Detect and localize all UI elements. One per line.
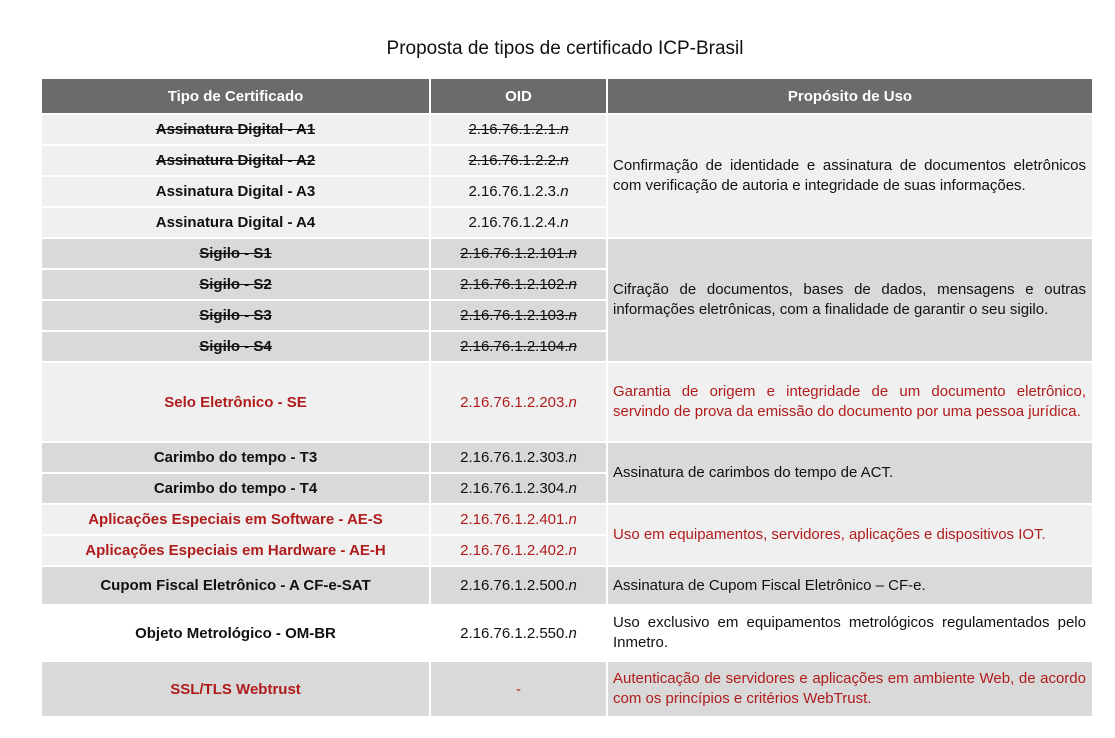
table-row xyxy=(41,114,1093,145)
cert-name: SSL/TLS Webtrust xyxy=(41,661,430,717)
cert-name: Aplicações Especiais em Hardware - AE-H xyxy=(41,535,430,566)
purpose-assinatura: Confirmação de identidade e assinatura de documentos eletrônicos com verificação de autoria e integridade de suas informações. xyxy=(607,114,1093,238)
cert-oid: 2.16.76.1.2.3.n xyxy=(430,176,607,207)
purpose-ssl: Autenticação de servidores e aplicações em ambiente Web, de acordo com os princípios e critérios WebTrust. xyxy=(607,661,1093,717)
cert-oid: 2.16.76.1.2.500.n xyxy=(430,566,607,605)
table-row xyxy=(41,661,1093,717)
cert-oid: 2.16.76.1.2.550.n xyxy=(430,605,607,661)
purpose-metrologico: Uso exclusivo em equipamentos metrológicos regulamentados pelo Inmetro. xyxy=(607,605,1093,661)
purpose-selo: Garantia de origem e integridade de um documento eletrônico, servindo de prova da emissão do documento por uma pessoa jurídica. xyxy=(607,362,1093,442)
cert-name: Carimbo do tempo - T3 xyxy=(41,442,430,473)
header-oid: OID xyxy=(430,78,607,114)
certificate-table xyxy=(40,77,1094,718)
cert-name: Selo Eletrônico - SE xyxy=(41,362,430,442)
purpose-carimbo: Assinatura de carimbos do tempo de ACT. xyxy=(607,442,1093,504)
table-header-row xyxy=(41,78,1093,114)
cert-oid: 2.16.76.1.2.2.n xyxy=(430,145,607,176)
cert-oid: 2.16.76.1.2.103.n xyxy=(430,300,607,331)
table-row xyxy=(41,238,1093,269)
cert-name: Cupom Fiscal Eletrônico - A CF-e-SAT xyxy=(41,566,430,605)
cert-oid: 2.16.76.1.2.203.n xyxy=(430,362,607,442)
cert-name: Assinatura Digital - A1 xyxy=(41,114,430,145)
cert-oid: 2.16.76.1.2.101.n xyxy=(430,238,607,269)
cert-oid: 2.16.76.1.2.102.n xyxy=(430,269,607,300)
header-proposito: Propósito de Uso xyxy=(607,78,1093,114)
cert-oid: - xyxy=(430,661,607,717)
cert-name: Sigilo - S2 xyxy=(41,269,430,300)
table-row xyxy=(41,605,1093,661)
cert-oid: 2.16.76.1.2.104.n xyxy=(430,331,607,362)
cert-name: Aplicações Especiais em Software - AE-S xyxy=(41,504,430,535)
cert-oid: 2.16.76.1.2.4.n xyxy=(430,207,607,238)
purpose-cupom: Assinatura de Cupom Fiscal Eletrônico – CF-e. xyxy=(607,566,1093,605)
table-row xyxy=(41,566,1093,605)
cert-name: Assinatura Digital - A2 xyxy=(41,145,430,176)
cert-oid: 2.16.76.1.2.304.n xyxy=(430,473,607,504)
cert-name: Assinatura Digital - A3 xyxy=(41,176,430,207)
cert-name: Assinatura Digital - A4 xyxy=(41,207,430,238)
cert-oid: 2.16.76.1.2.1.n xyxy=(430,114,607,145)
cert-name: Sigilo - S3 xyxy=(41,300,430,331)
cert-oid: 2.16.76.1.2.401.n xyxy=(430,504,607,535)
cert-name: Sigilo - S4 xyxy=(41,331,430,362)
page-title: Proposta de tipos de certificado ICP-Brasil xyxy=(386,38,744,59)
purpose-aplicacoes: Uso em equipamentos, servidores, aplicações e dispositivos IOT. xyxy=(607,504,1093,566)
purpose-sigilo: Cifração de documentos, bases de dados, mensagens e outras informações eletrônicas, com a finalidade de garantir o seu sigilo. xyxy=(607,238,1093,362)
cert-name: Carimbo do tempo - T4 xyxy=(41,473,430,504)
cert-oid: 2.16.76.1.2.402.n xyxy=(430,535,607,566)
table-row xyxy=(41,504,1093,535)
table-row xyxy=(41,442,1093,473)
cert-oid: 2.16.76.1.2.303.n xyxy=(430,442,607,473)
cert-name: Sigilo - S1 xyxy=(41,238,430,269)
header-tipo: Tipo de Certificado xyxy=(41,78,430,114)
cert-name: Objeto Metrológico - OM-BR xyxy=(41,605,430,661)
table-row xyxy=(41,362,1093,442)
